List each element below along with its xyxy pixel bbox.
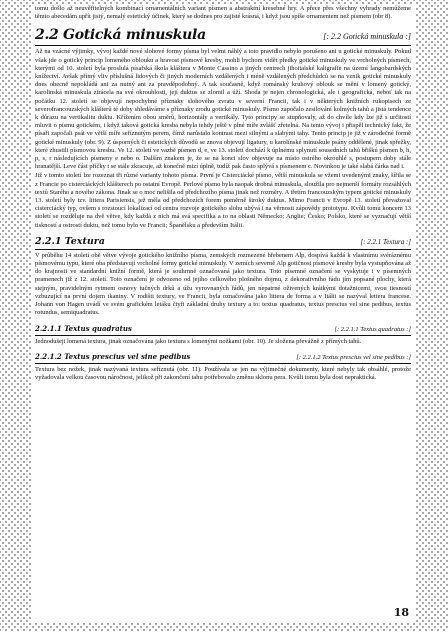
textura-paragraph: V průběhu 14 století obě větve vývoje gotického knižního písma, zemských rozmezené hřebenem Alp, dospívá každá k vlastnímu svéráznému písmovému typu, které oba představují vrcholné formy gotické minuskuly. V zemích severně Alp gotičnost písmové kresby byla vystupňována až do krajnosti ve standardní knižní formě, která je souhrnně označovaná jako textura. Toto písemné označení se vyskytuje i v písemných pramenech již z 12. století. Toto označení je odvozeno od jejího celkového plošného dojmu, z dekorativního řádu jím popsané plochy, která stejným, pravidelným rytmem osnovy tučných drků a úžu vyrovnaných řádů, jen nepatrné oživených krátkými dotažnicemi, svou tiesností vzbuzující na první dojem tkaniny. V rodišti textury, ve Francii, byla označována jako littera de forma a v Itálii se nazýval lettera francese. Johann von Hagen uvádí ve svém grafickém letáku čtyři základní druhy textury a to: textus quadratus, textus prescius vel sine pedibus, textus rotundus, semiquadratus. <box>35 251 411 317</box>
section-heading-textura <box>31 236 415 247</box>
subsection-title <box>35 236 105 247</box>
subsection-tag: [: 2.2.1 Textura :] <box>360 237 411 246</box>
quadratus-paragraph: Jednodušeji lomená textura, jinak označována jako textura s lomenými nožkami (obr. 10). Je složena převážně z přímých tahů. <box>35 337 362 345</box>
section-tag: [: 2.2 Gotická minuskula :] <box>323 32 411 42</box>
intro-paragraph: tomu došlo až neuvěřitelných kombinací ornamentálních variant písmen a abstraktní kresebné hry. A přece přes všechny vyhrady nemůžeme těmto abecedám upřít jistý, nemalý estetický účinek, který se dodnes pro zajisté krásná, i když jsou spíše ornamentem než písmem (obr 8). <box>35 5 411 21</box>
subsection-rule <box>35 249 411 250</box>
section-heading-gothic <box>31 27 415 43</box>
gothic-paragraph-2: Již v tomto století lze rozeznat tři různé varianty tohoto písma. První je Cisterciácké písmo, větší minuskula se vžemi uvedenými znaky, šířila se z Francie po cisterciáckých klášterech po ostatní Evropě. Perlové písmo byla naopak drobná minuskula, sloužila pro nejmenší formáty rozsáhlých textů Starého a nového zákona. Jinak se o moc nelišila od předchozího písma jinak než rozměry. A třetím francouzským typem gotické minuskuly 13. století byly tzv. littera Parisiensis, jež měla od předchozích forem poměrně široký duktus. Mimo Francii v Evropě 13. století převažoval cisterciácký typ, ovšem s rozstoucí lokalizací od centra rozvoje gotického slohu ubývá i na věrnosti zápovědy prototypu. Kvůli tomu koncem 13 století se rozděluje na dvě větve, kdy každá z nich má svá specifika a to na oblasti Německo; Anglie; Česko; Polsko, které se vyznačují větší tiskností a ostrostí duktu, než tomu bylo ve Francii; Španělsku a především Itálii. <box>35 172 411 229</box>
heading-quadratus <box>31 324 415 333</box>
section-number: 2.2 <box>35 27 59 44</box>
section-title <box>35 27 206 43</box>
subsection-number: 2.2.1 <box>35 235 62 247</box>
prescius-title: 2.2.1.2 Textus prescius vel sine pedibus <box>35 351 191 361</box>
prescius-tag: [: 2.2.1.2 Textus prescius vel sine pedibus :] <box>296 353 411 361</box>
gothic-paragraph-1: Až na vzácné výjimky, vývoj každé nové slohové formy písma byl velmi náhlý a toto pravidlo nebylo porušeno ani u gotické minuskuly. Pokud však jde o gotický princip lomeného oblouku a hravost písmové kresby, mohli bychom vidět předky gotické minuskuly ve vrcholných písmech, kterými od 10. století byla proslulá písařská škola kláštera v Monte Cassino a jiných centrech jihoitalské kaligrafie na území langobardských knížectví. Avšak přímý vliv příslušná lidových či jiných moderních vzdálených i méně vzdálených předchůdců se na vznik gotické minuskuly dnes obecně nepokládá ani za nutný ani za pravděpodobný. A tak současně, když románský kruhový oblouk se mění v lomený gotický, karolinská minuskula ztrácela na své okrouhlosti, její duktus se zlomil a úží. Shoda je nejen chronologická, ale i geografická, neboť tak na počátku 12. století se objevují nepochybné příznaky slohového zvratu v severní Francii, tak i v některých knižních rukopisech ze severofrancouzských klášterů té doby shledáváme s příznaky zrodu gotické minuskuly. Písmo započalo zesilování kolmých tahů a jistá tendence k důrazu na vertikalitu duktu. Křížením obou směrů, horizontály a vertikály. Tyto principy se stupňovaly, až do chvíle kdy lze již s určitostí mluvit o písmu gotickém, i když taková gotická kresba nebyla tehdy ještě v plné míře zvlášť zřetelná. Na tento vývoj i přispěl technický fakt, že písaři započali psát ve větší míře seříznutým perem, čímž narůstalo kontrast mezi silnými a slabými tahy. Tento princip je již v zárodečné formě gotické minuskuly (obr. 9). Z úsporných či estetických důvodů se znova objevují ligatury, u karolínské minuskule psány oddělené, jinak spřežky, které zhustili písmovou kresbu. Ve 12. století ve vazbě písmen d, e, ve 13. století dochází k úplnému splynutí sousedních tahů břiškú písmen b, h, p, s, r následujících písmeny e nebo o. Dalším znakem je, že se na konci slov objevuje na místo ostrého okrouhlé s, postupem doby stále hranatější. Leve část příčky t se stále zkracuje, až konečně mizí úplně, tudíž pak často splývá s písmenem c. Novinkou je také slabá čárka nad i. <box>35 48 411 171</box>
section-title-text: Gotická minuskula <box>63 27 206 44</box>
prescius-rule <box>35 363 411 364</box>
quadratus-rule <box>35 335 411 336</box>
section-rule <box>35 45 411 46</box>
quadratus-tag: [: 2.2.1.1 Textus quadratus :] <box>334 325 411 333</box>
page-number: 18 <box>393 606 409 619</box>
document-page <box>31 5 415 623</box>
prescius-paragraph: Textura bez nožek, jinak nazývaná textura seříznutá (obr. 11). Používala se jen na výjimečné dokumenty, které nebyly tak obsáhlé, protože vyžadovala velkou časovou náročnost, jelikož při zakončení tahu potřebovalo změnu sklonu pera. Kvůli tomu byla dost nepraktická. <box>35 365 411 381</box>
heading-prescius <box>31 352 415 361</box>
quadratus-title: 2.2.1.1 Textus quadratus <box>35 323 132 333</box>
subsection-title-text: Textura <box>64 235 105 247</box>
